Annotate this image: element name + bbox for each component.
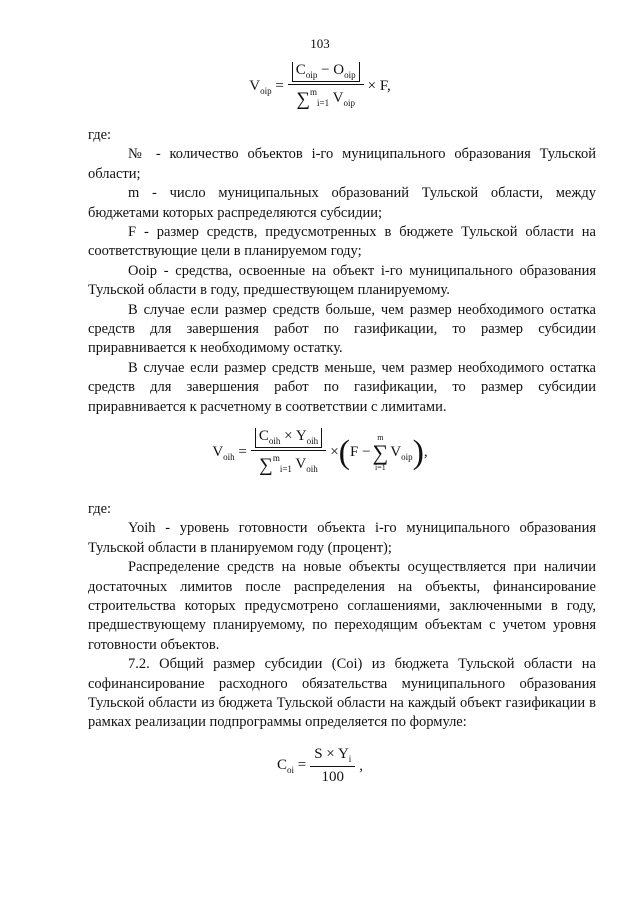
formula1-fraction	[288, 62, 364, 111]
paragraph-7-2: 7.2. Общий размер субсидии (Coi) из бюджета Тульской области на софинансирование расходного обязательства муниципального образования Тульской области из бюджета Тульской области на каждый объект газификации в рамках реализации подпрограммы определяется по формуле:	[88, 656, 596, 731]
formula1-denominator: ∑$^m_{i=1}$ $V_{oip}$	[296, 87, 355, 110]
formula3-denominator: 100	[321, 769, 344, 785]
formula2-tail: ,	[423, 444, 428, 460]
formula3-lhs: $C_{oi}$ =	[276, 757, 307, 775]
text-block-2	[88, 500, 596, 733]
formula2-lhs: $V_{oih}$ =	[212, 443, 247, 462]
paragraph-more-funds: В случае если размер средств больше, чем размер необходимого остатка средств для завершения работ по газификации, то размер субсидии приравнивается к необходимому остатку.	[88, 301, 596, 357]
formula2-sum: m ∑ i=1	[372, 432, 389, 472]
paragraph-m-municipalities: m - число муниципальных образований Тульской области, между бюджетами которых распределяются субсидии;	[88, 185, 596, 221]
where-label-1: где:	[88, 127, 112, 143]
formula1-numerator: $C_{oip} - O_{oip}$	[288, 62, 364, 85]
formula2-sum-term: $V_{oip}$	[390, 443, 413, 462]
formula2-denominator: ∑$^m_{i=1}$ $V_{oih}$	[259, 453, 318, 476]
formula-v-oip	[0, 62, 640, 111]
paragraph-n-objects: № - количество объектов i-го муниципального образования Тульской области;	[88, 146, 596, 182]
formula2-paren-close: )	[412, 433, 424, 471]
paragraph-f-funds: F - размер средств, предусмотренных в бюджете Тульской области на соответствующие цели в планируемом году;	[88, 224, 596, 260]
formula2-numerator: $C_{oih} \times Y_{oih}$	[251, 428, 326, 451]
text-block-1	[88, 126, 596, 417]
formula3-fraction	[310, 746, 355, 786]
formula2-f-minus: F −	[349, 444, 371, 460]
formula3-tail: ,	[359, 757, 364, 774]
formula1-lhs: $V_{oip}$ =	[249, 77, 284, 96]
where-label-2: где:	[88, 501, 112, 517]
paragraph-less-funds: В случае если размер средств меньше, чем размер необходимого остатка средств для завершения работ по газификации, то размер субсидии приравнивается к расчетному в соответствии с лимитами.	[88, 359, 596, 415]
page-number: 103	[310, 36, 330, 51]
formula2-fraction	[251, 428, 326, 477]
formula-v-oih	[0, 428, 640, 477]
formula2-times: ×	[330, 444, 339, 460]
formula1-tail: × F,	[367, 78, 391, 94]
paragraph-yoih: Yoih - уровень готовности объекта i-го муниципального образования Тульской области в планируемом году (процент);	[88, 520, 596, 556]
paragraph-ooip: Ooip - средства, освоенные на объект i-го муниципального образования Тульской области в году, предшествующем планируемому.	[88, 262, 596, 299]
formula2-paren-open: (	[338, 433, 350, 471]
paragraph-new-objects: Распределение средств на новые объекты осуществляется при наличии достаточных лимитов после распределения на объекты, финансирование строительства которых предусмотрено соглашениями, заключенными в году, предшествующему планируемому, по переходящим объектам с учетом уровня готовности объектов.	[88, 559, 596, 653]
formula3-numerator: $S \times Y_i$	[310, 746, 355, 767]
formula-c-oi	[0, 746, 640, 786]
